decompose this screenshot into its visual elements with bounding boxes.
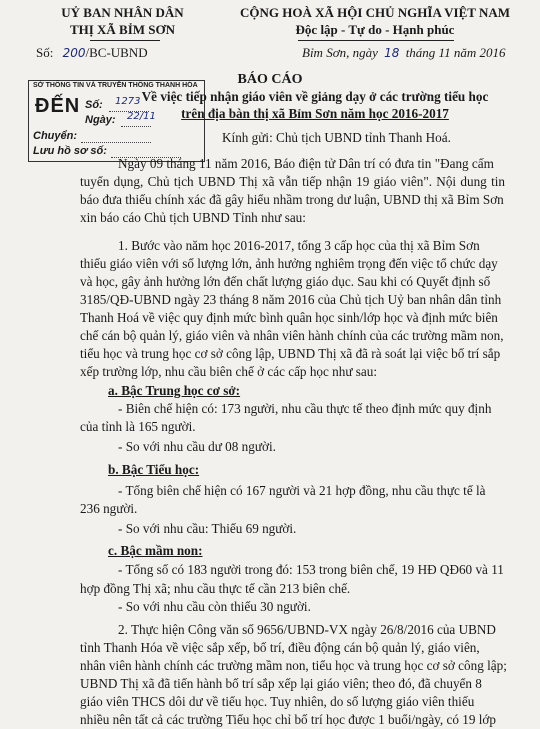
body-line: - Tổng biên chế hiện có 167 người và 21 hợp đồng, nhu cầu thực tế là — [118, 483, 486, 498]
report-title: BÁO CÁO — [237, 72, 303, 87]
body-line: giáo viên THCS dôi dư về tiểu học. Tuy nhiên, do số lượng giáo viên thiếu — [80, 694, 475, 709]
body-line: của tỉnh là 165 người. — [80, 419, 196, 434]
body-line: hợp đồng Thị xã; nhu cầu thực tế cần 213 biên chế. — [80, 581, 351, 596]
body-line: 2. Thực hiện Công văn số 9656/UBND-VX ngày 26/8/2016 của UBND — [118, 622, 496, 637]
stamp-so-label: Số: — [85, 99, 103, 111]
report-subtitle-2 — [0, 106, 540, 122]
issuing-authority — [30, 4, 215, 38]
recipient-line: Kính gửi: Chủ tịch UBND tỉnh Thanh Hoá. — [222, 130, 451, 145]
org-line1: UỶ BAN NHÂN DÂN — [61, 5, 184, 20]
stamp-so-value: 1273 — [115, 96, 141, 107]
section-heading-a-text: a. Bậc Trung học cơ sở: — [108, 383, 241, 398]
body-line: - Biên chế hiện có: 173 người, nhu cầu thực tế theo định mức quy định — [118, 401, 492, 416]
report-subtitle-2-text: trên địa bàn thị xã Bỉm Sơn năm học 2016-2017 — [181, 106, 449, 121]
body-line: tỉnh Thanh Hóa về việc sắp xếp, bố trí, điều động cán bộ quản lý, giáo viên, — [80, 640, 480, 655]
body-line: - So với nhu cầu dư 08 người. — [118, 439, 276, 454]
doc-number — [36, 45, 148, 61]
body-line: chế cán bộ quản lý, giáo viên và nhân viên hành chính của các trường mầm non, — [80, 328, 504, 343]
section-heading-c-text: c. Bậc mầm non: — [108, 543, 203, 558]
body-line: 1. Bước vào năm học 2016-2017, tổng 3 cấp học của thị xã Bỉm Sơn — [118, 238, 480, 253]
body-line: báo đưa thiếu chính xác đã gây hiểu nhầm trong dư luận, UBND thị xã Bỉm Sơn — [80, 192, 504, 207]
body-line: UBND Thị xã đã tiến hành bố trí sắp xếp lại giáo viên; theo đó, đã chuyển 8 — [80, 676, 482, 691]
stamp-luu-label: Lưu hồ sơ số: — [33, 145, 107, 157]
section-heading-a — [108, 382, 240, 400]
body-line: nhiều nên tất cả các trường Tiểu học chỉ bố trí học được 1 buổi/ngày, có 19 lớp — [80, 712, 496, 727]
date-day: 18 — [384, 46, 400, 60]
nation-line1: CỘNG HOÀ XÃ HỘI CHỦ NGHĨA VIỆT NAM — [239, 5, 511, 20]
body-line: tuyển dụng, Chủ tịch UBND Thị xã vẫn tiếp nhận 19 giáo viên". Nội dung tin — [80, 174, 505, 189]
body-line: - So với nhu cầu: Thiếu 69 người. — [118, 521, 297, 536]
body-line: 236 người. — [80, 501, 138, 516]
org-line2: THỊ XÃ BỈM SƠN — [69, 22, 176, 37]
issue-date — [302, 45, 505, 61]
body-line: nhân viên hành chính các trường mầm non, tiểu học và trung học cơ sở công lập; — [80, 658, 507, 673]
stamp-org: SỞ THÔNG TIN VÀ TRUYỀN THÔNG THANH HÓA — [33, 82, 198, 89]
stamp-ngay-label: Ngày: — [85, 114, 116, 126]
body-line: tiểu học và trung học cơ sở công lập, UBND Thị xã đã rà soát lại việc bố trí sắp — [80, 346, 501, 361]
motto-underline — [298, 40, 454, 41]
org-underline — [90, 40, 160, 41]
stamp-ngay-dotline — [121, 126, 151, 127]
body-line: Ngày 09 tháng 11 năm 2016, Báo điện tử Dân trí có đưa tin "Đang cấm — [118, 156, 494, 171]
body-line: Thanh Hoá về việc quy định mức bình quân học sinh/lớp học và định mức biên — [80, 310, 498, 325]
doc-number-prefix: Số: — [36, 45, 54, 60]
body-line: - Tổng số có 183 người trong đó: 153 trong biên chế, 19 HĐ QĐ60 và 11 — [118, 562, 504, 577]
section-heading-c — [108, 542, 203, 560]
national-header — [215, 4, 535, 38]
section-heading-b-text: b. Bậc Tiểu học: — [108, 462, 200, 477]
report-subtitle-1: Về việc tiếp nhận giáo viên về giảng dạy ở các trường tiểu học — [141, 89, 489, 104]
nation-line2: Độc lập - Tự do - Hạnh phúc — [295, 22, 455, 37]
body-line: - So với nhu cầu còn thiếu 30 người. — [118, 599, 311, 614]
doc-number-suffix: /BC-UBND — [85, 45, 148, 60]
body-line: thiếu giáo viên với số lượng lớn, ảnh hưởng nghiêm trọng đến việc tổ chức dạy — [80, 256, 498, 271]
body-line: và học, gây ảnh hưởng lớn đến chất lượng giáo dục. Sau khi có Quyết định số — [80, 274, 491, 289]
stamp-den: ĐẾN — [35, 95, 81, 117]
stamp-ngay-value: 22/11 — [127, 111, 156, 122]
stamp-chuyen-label: Chuyển: — [33, 130, 77, 142]
body-line: xếp trường lớp, nhu cầu biên chế ở các cấp học như sau: — [80, 364, 378, 379]
date-month-year: tháng 11 năm 2016 — [405, 45, 506, 60]
body-line: xin báo cáo Chủ tịch UBND Tỉnh như sau: — [80, 210, 306, 225]
doc-number-handwritten: 200 — [62, 46, 86, 60]
body-line: 3185/QĐ-UBND ngày 23 tháng 8 năm 2016 của Chủ tịch Uỷ ban nhân dân tỉnh — [80, 292, 502, 307]
stamp-chuyen-dotline — [81, 142, 151, 143]
section-heading-b — [108, 461, 199, 479]
date-prefix: Bỉm Sơn, ngày — [302, 45, 378, 60]
